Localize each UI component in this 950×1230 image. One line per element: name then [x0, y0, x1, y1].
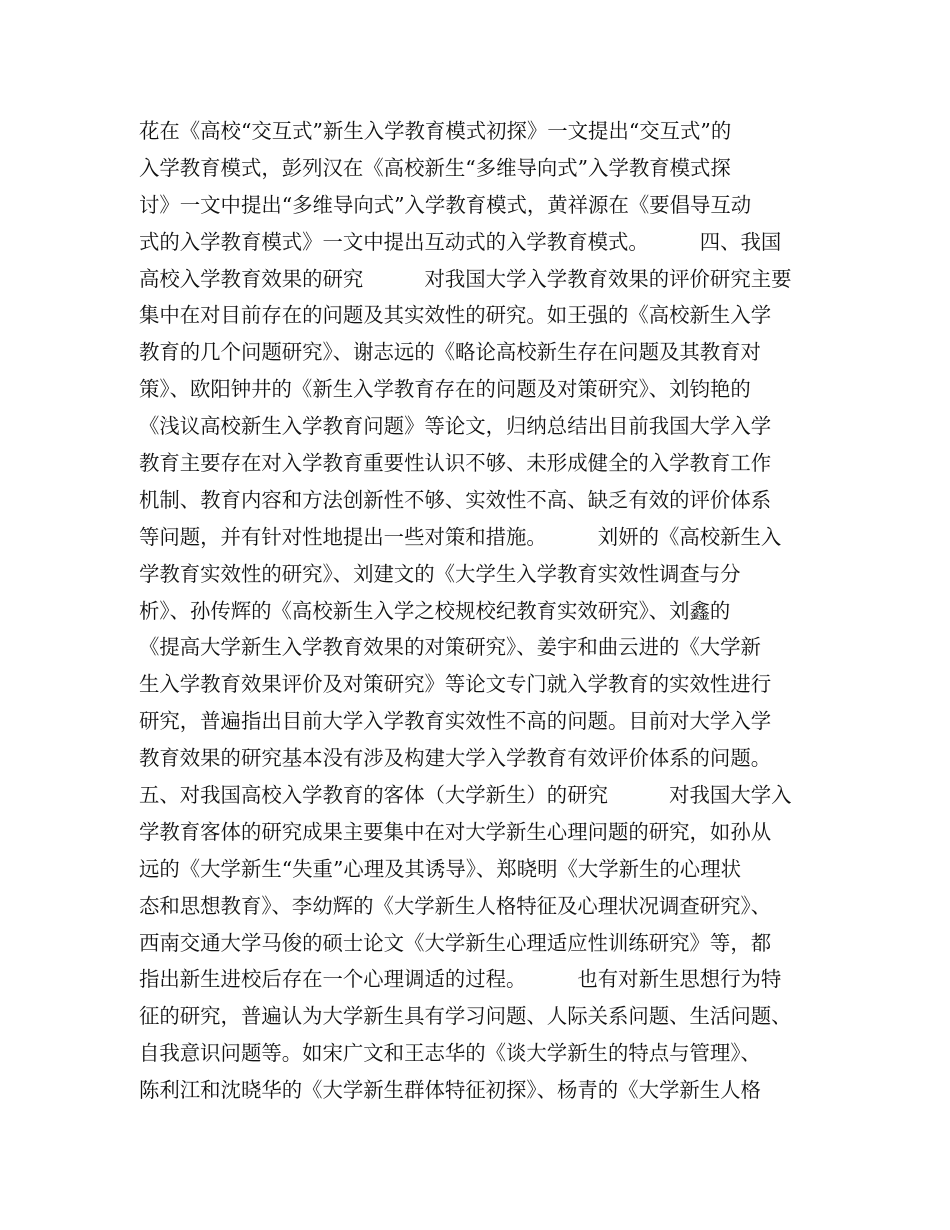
text-line: 指出新生进校后存在一个心理调适的过程。 也有对新生思想行为特 — [139, 967, 782, 992]
text-line: 集中在对目前存在的问题及其实效性的研究。如王强的《高校新生入学 — [139, 303, 772, 328]
text-line: 策》、欧阳钟井的《新生入学教育存在的问题及对策研究》、刘钧艳的 — [139, 377, 751, 402]
text-line: 教育效果的研究基本没有涉及构建大学入学教育有效评价体系的问题。 — [139, 746, 772, 771]
text-line: 态和思想教育》、李幼辉的《大学新生人格特征及心理状况调查研究》、 — [139, 893, 772, 918]
text-line: 教育主要存在对入学教育重要性认识不够、未形成健全的入学教育工作 — [139, 451, 772, 476]
text-line: 征的研究，普遍认为大学新生具有学习问题、人际关系问题、生活问题、 — [139, 1004, 792, 1029]
text-line: 讨》一文中提出“多维导向式”入学教育模式，黄祥源在《要倡导互动 — [139, 192, 752, 217]
text-line: 《浅议高校新生入学教育问题》等论文，归纳总结出目前我国大学入学 — [139, 414, 772, 439]
text-line: 花在《高校“交互式”新生入学教育模式初探》一文提出“交互式”的 — [139, 119, 732, 143]
text-line: 学教育实效性的研究》、刘建文的《大学生入学教育实效性调查与分 — [139, 561, 741, 586]
text-line: 等问题，并有针对性地提出一些对策和措施。 刘妍的《高校新生入 — [139, 524, 782, 549]
text-line: 析》、孙传辉的《高校新生入学之校规校纪教育实效研究》、刘鑫的 — [139, 598, 731, 623]
text-line: 自我意识问题等。如宋广文和王志华的《谈大学新生的特点与管理》、 — [139, 1041, 761, 1066]
text-line: 研究，普遍指出目前大学入学教育实效性不高的问题。目前对大学入学 — [139, 709, 772, 734]
text-line: 入学教育模式，彭列汉在《高校新生“多维导向式”入学教育模式探 — [139, 155, 731, 180]
text-line: 生入学教育效果评价及对策研究》等论文专门就入学教育的实效性进行 — [139, 672, 772, 697]
text-line: 高校入学教育效果的研究 对我国大学入学教育效果的评价研究主要 — [139, 266, 792, 291]
body-text — [139, 113, 839, 1109]
text-line: 陈利江和沈晓华的《大学新生群体特征初探》、杨青的《大学新生人格 — [139, 1078, 761, 1103]
text-line: 式的入学教育模式》一文中提出互动式的入学教育模式。 四、我国 — [139, 229, 782, 254]
text-line: 《提高大学新生入学教育效果的对策研究》、姜宇和曲云进的《大学新 — [139, 635, 761, 660]
text-line: 学教育客体的研究成果主要集中在对大学新生心理问题的研究，如孙从 — [139, 819, 772, 844]
text-line: 教育的几个问题研究》、谢志远的《略论高校新生存在问题及其教育对 — [139, 340, 761, 365]
text-line: 远的《大学新生“失重”心理及其诱导》、郑晓明《大学新生的心理状 — [139, 856, 741, 881]
text-line: 五、对我国高校入学教育的客体（大学新生）的研究 对我国大学入 — [139, 783, 792, 808]
text-line: 机制、教育内容和方法创新性不够、实效性不高、缺乏有效的评价体系 — [139, 487, 772, 512]
text-line: 西南交通大学马俊的硕士论文《大学新生心理适应性训练研究》等，都 — [139, 930, 772, 955]
